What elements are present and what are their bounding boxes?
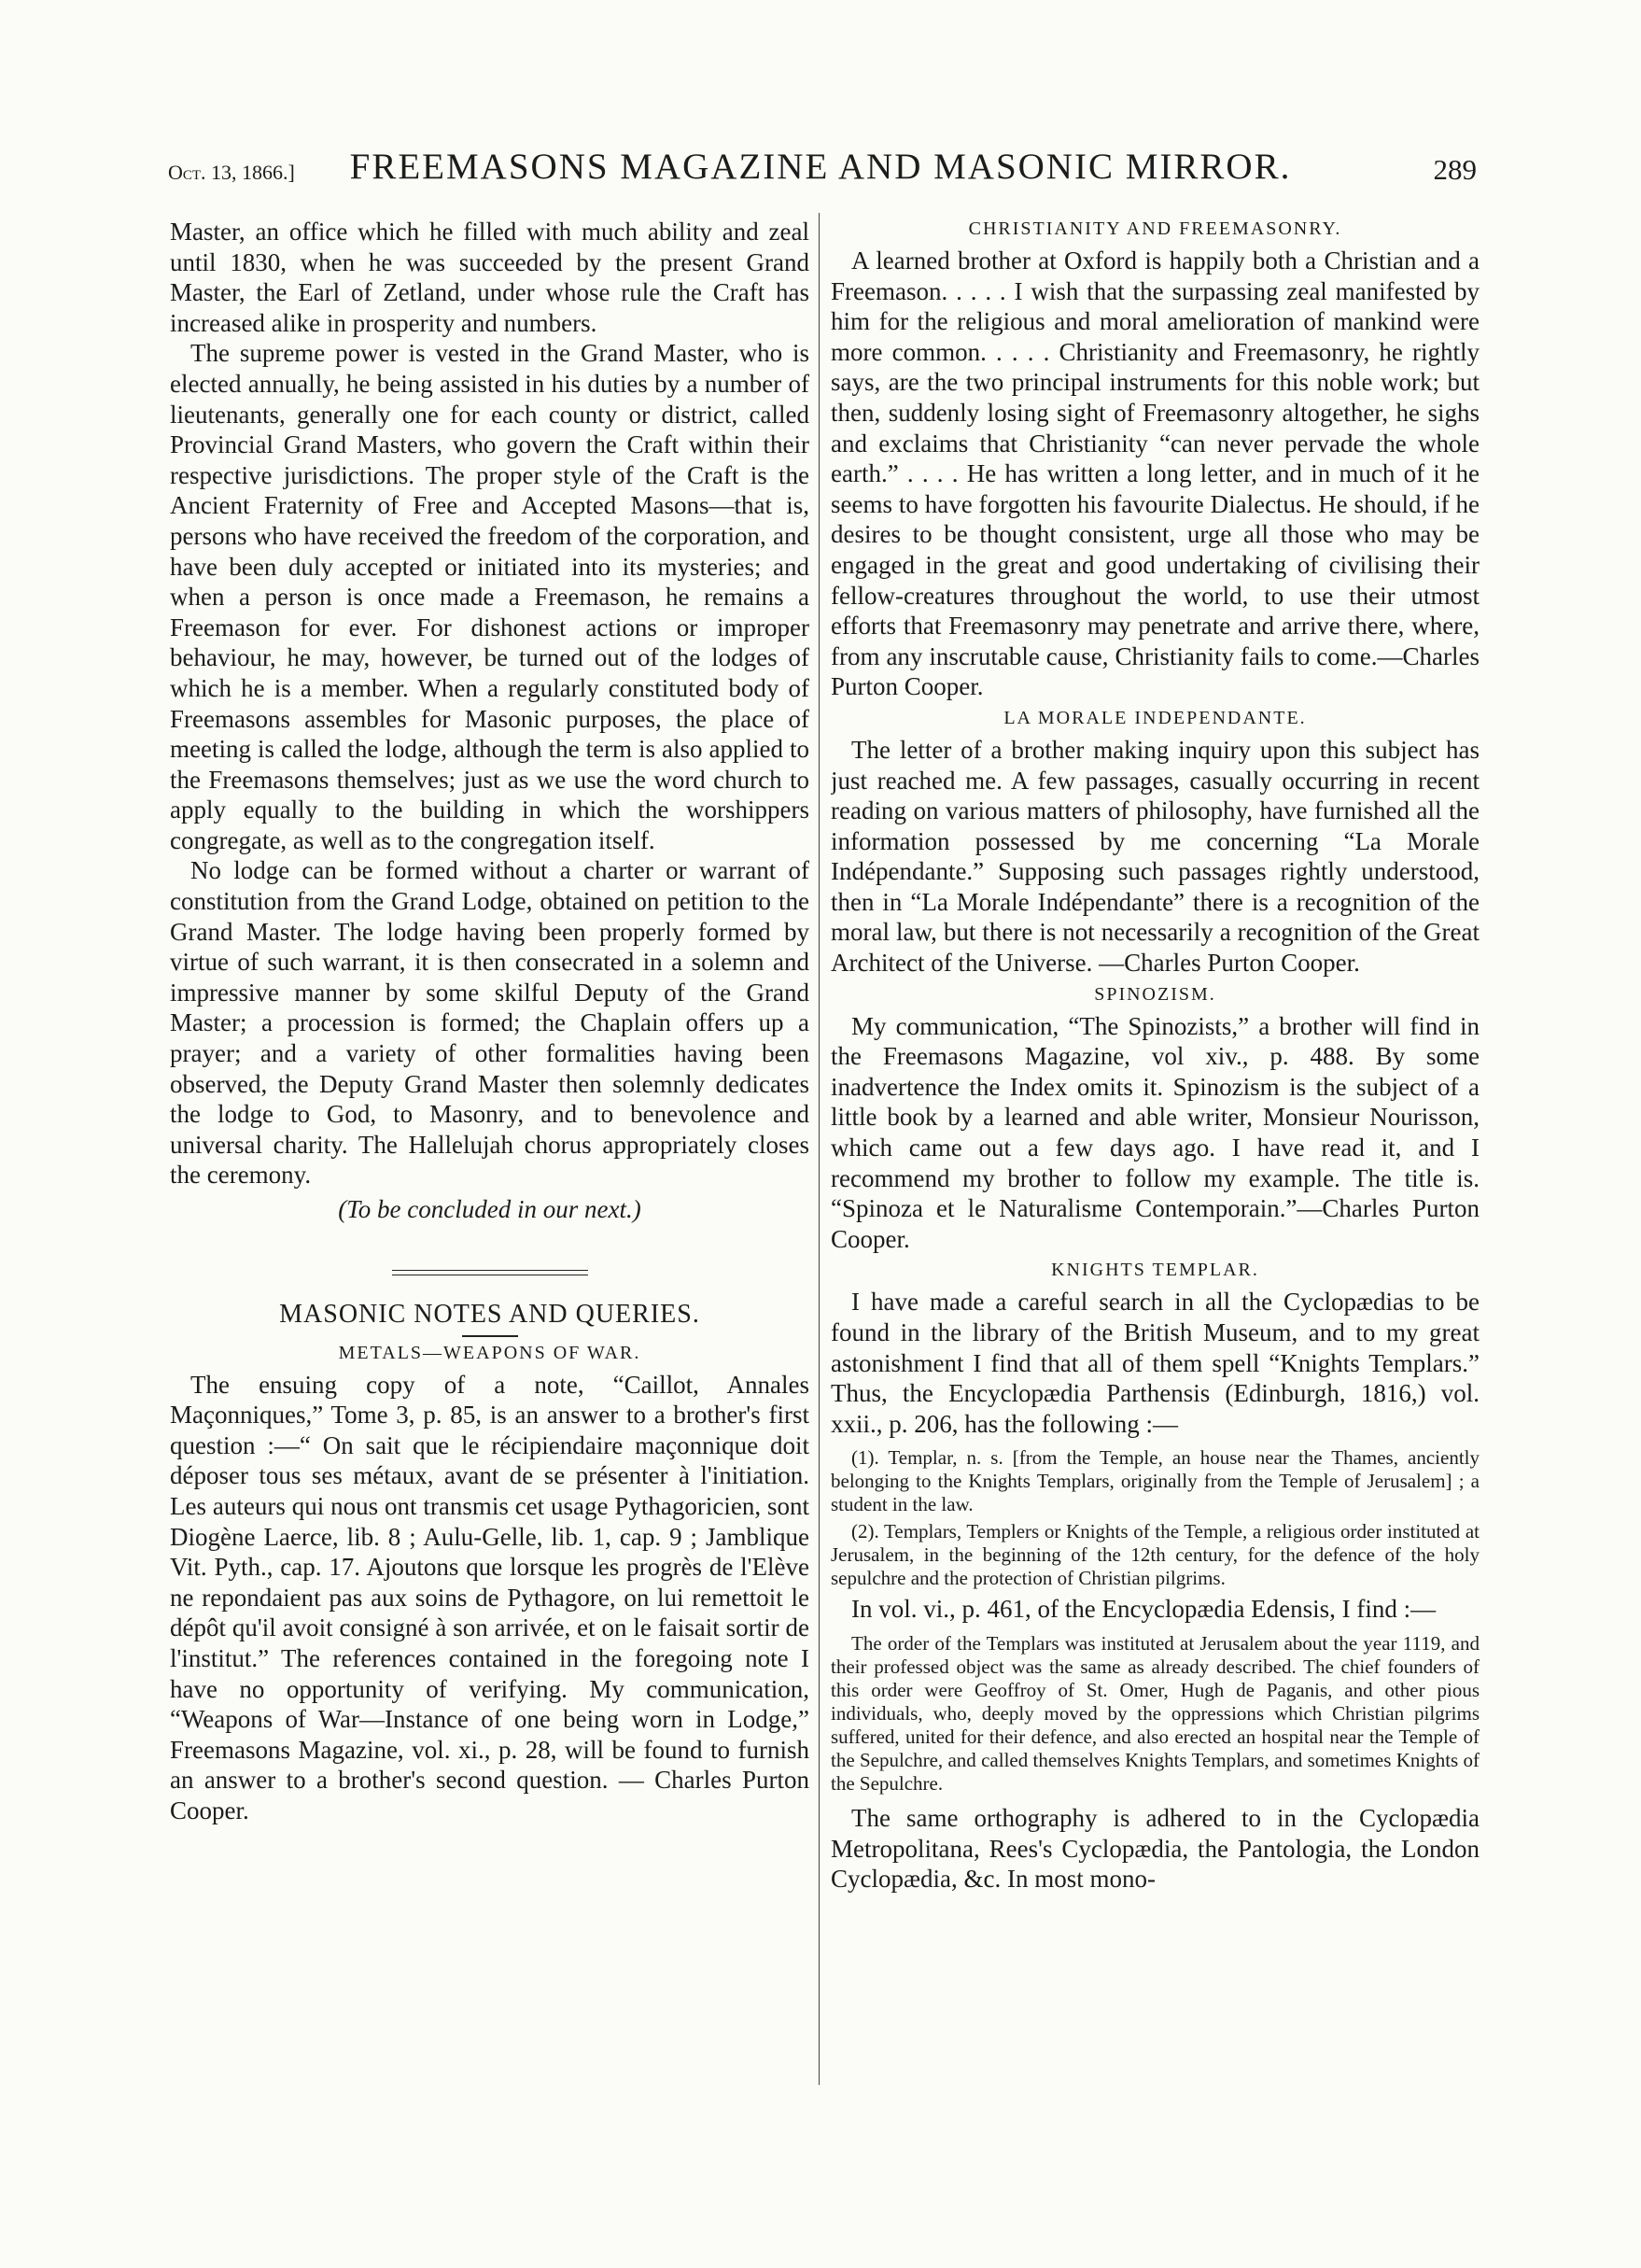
- query-heading: CHRISTIANITY AND FREEMASONRY.: [968, 218, 1342, 239]
- continuation-note: (To be concluded in our next.): [338, 1195, 641, 1223]
- query-text: A learned brother at Oxford is happily both a Christian and a Freemason. . . . . I wish that the surpassing zeal manifested by him for the religious and moral amelioration of mankind were more common. . . . . Christianity and Freemasonry, he rightly says, are the two principal instruments for this noble work; but then, suddenly losing sight of Freemasonry altogether, he sighs and exclaims that Christianity “can never pervade the whole earth.” . . . . He has written a long letter, and in much of it he seems to have forgotten his favourite Dialectus. He should, if he desires to be thought consistent, urge all those who may be engaged in the great and good undertaking of civilising their fellow-creatures throughout the world, to use their utmost efforts that Freemasonry may penetrate and arrive there, where, from any inscrutable cause, Christianity fails to come.—Charles Purton Cooper.: [831, 247, 1480, 701]
- block-quote: (1). Templar, n. s. [from the Temple, an house near the Thames, anciently belonging to the Knights Templars, originally from the Temple of Jerusalem] ; a student in the law.: [831, 1446, 1480, 1516]
- page-header: [0, 140, 1641, 196]
- issue-date: Oct. 13, 1866.]: [168, 161, 295, 184]
- query-heading: METALS—WEAPONS OF WAR.: [338, 1342, 641, 1363]
- query-heading: LA MORALE INDEPENDANTE.: [1003, 707, 1307, 728]
- right-column: [831, 217, 1480, 2081]
- article-paragraph: The supreme power is vested in the Grand Master, who is elected annually, he being assisted in his duties by a number of lieutenants, generally one for each county or district, called Provincial Grand Masters, who govern the Craft within their respective jurisdictions. The proper style of the Craft is the Ancient Fraternity of Free and Accepted Masons—that is, persons who have received the freedom of the corporation, and have been duly accepted or initiated into its mysteries; and when a person is once made a Freemason, he remains a Freemason for ever. For dishonest actions or improper behaviour, he may, however, be turned out of the lodges of which he is a member. When a regularly constituted body of Freemasons assembles for Masonic purposes, the place of meeting is called the lodge, although the term is also applied to the Freemasons themselves; just as we use the word church to apply equally to the building in which the worshippers congregate, as well as to the congregation itself.: [170, 339, 809, 854]
- query-text: The ensuing copy of a note, “Caillot, Annales Maçonniques,” Tome 3, p. 85, is an answer to a brother's first question :—“ On sait que le récipiendaire maçonnique doit déposer tous ses métaux, avant de se présenter à l'initiation. Les auteurs qui nous ont transmis cet usage Pythagoricien, sont Diogène Laerce, lib. 8 ; Aulu-Gelle, lib. 1, cap. 9 ; Jamblique Vit. Pyth., cap. 17. Ajoutons que lorsque les progrès de l'Elève ne repondaient pas aux soins de Pythagore, on lui remettoit le dépôt qu'il avoit consigné à son arrivée, et on le faisait sortir de l'institut.” The references contained in the foregoing note I have no opportunity of verifying. My communication, “Weapons of War—Instance of one being worn in Lodge,” Freemasons Magazine, vol. xi., p. 28, will be found to furnish an answer to a brother's second question. — Charles Purton Cooper.: [170, 1370, 809, 1824]
- publication-title: FREEMASONS MAGAZINE AND MASONIC MIRROR.: [349, 147, 1292, 187]
- query-text: In vol. vi., p. 461, of the Encyclopædia Edensis, I find :—: [851, 1595, 1437, 1624]
- block-quote: (2). Templars, Templers or Knights of the Temple, a religious order instituted at Jerusalem, in the beginning of the 12th century, for the defence of the holy sepulchre and the protection of Christian pilgrims.: [831, 1520, 1480, 1590]
- section-title: MASONIC NOTES AND QUERIES.: [279, 1299, 700, 1329]
- column-divider: [819, 213, 820, 2085]
- left-column: [170, 217, 809, 2081]
- query-heading: SPINOZISM.: [1094, 983, 1216, 1005]
- page-number: 289: [1433, 153, 1477, 186]
- title-rule: [462, 1335, 518, 1337]
- block-quote: The order of the Templars was instituted at Jerusalem about the year 1119, and their professed object was the same as already described. The chief founders of this order were Geoffroy of St. Omer, Hugh de Paganis, and other pious individuals, who, deeply moved by the oppressions which Christian pilgrims suffered, united for their defence, and also erected an hospital near the Temple of the Sepulchre, and called themselves Knights Templars, and sometimes Knights of the Sepulchre.: [831, 1631, 1480, 1795]
- query-text: The same orthography is adhered to in the Cyclopædia Metropolitana, Rees's Cyclopædia, the Pantologia, the London Cyclopædia, &c. In most mono-: [831, 1803, 1480, 1894]
- section-separator: [392, 1270, 588, 1275]
- query-text: I have made a careful search in all the Cyclopædias to be found in the library of the British Museum, and to my great astonishment I find that all of them spell “Knights Templars.” Thus, the Encyclopædia Parthensis (Edinburgh, 1816,) vol. xxii., p. 206, has the following :—: [831, 1288, 1480, 1438]
- query-text: My communication, “The Spinozists,” a brother will find in the Freemasons Magazine, vol xiv., p. 488. By some inadvertence the Index omits it. Spinozism is the subject of a little book by a learned and able writer, Monsieur Nourisson, which came out a few days ago. I have read it, and I recommend my brother to follow my example. The title is. “Spinoza et le Naturalisme Contemporain.”—Charles Purton Cooper.: [831, 1011, 1480, 1253]
- query-heading: KNIGHTS TEMPLAR.: [1051, 1260, 1259, 1281]
- article-paragraph: No lodge can be formed without a charter or warrant of constitution from the Grand Lodge, obtained on petition to the Grand Master. The lodge having been properly formed by virtue of such warrant, it is then consecrated in a solemn and impressive manner by some skilful Deputy of the Grand Master; a procession is formed; the Chaplain offers up a prayer; and a variety of other formalities having been observed, the Deputy Grand Master then solemnly dedicates the lodge to God, to Masonry, and to benevolence and universal charity. The Hallelujah chorus appropriately closes the ceremony.: [170, 856, 809, 1190]
- article-paragraph: Master, an office which he filled with much ability and zeal until 1830, when he was succeeded by the present Grand Master, the Earl of Zetland, under whose rule the Craft has increased alike in prosperity and numbers.: [170, 218, 809, 337]
- query-text: The letter of a brother making inquiry upon this subject has just reached me. A few passages, casually occurring in recent reading on various matters of philosophy, have furnished all the information possessed by me concerning “La Morale Indépendante.” Supposing such passages rightly understood, then in “La Morale Indépendante” there is a recognition of the moral law, but there is not necessarily a recognition of the Great Architect of the Universe. —Charles Purton Cooper.: [831, 735, 1480, 978]
